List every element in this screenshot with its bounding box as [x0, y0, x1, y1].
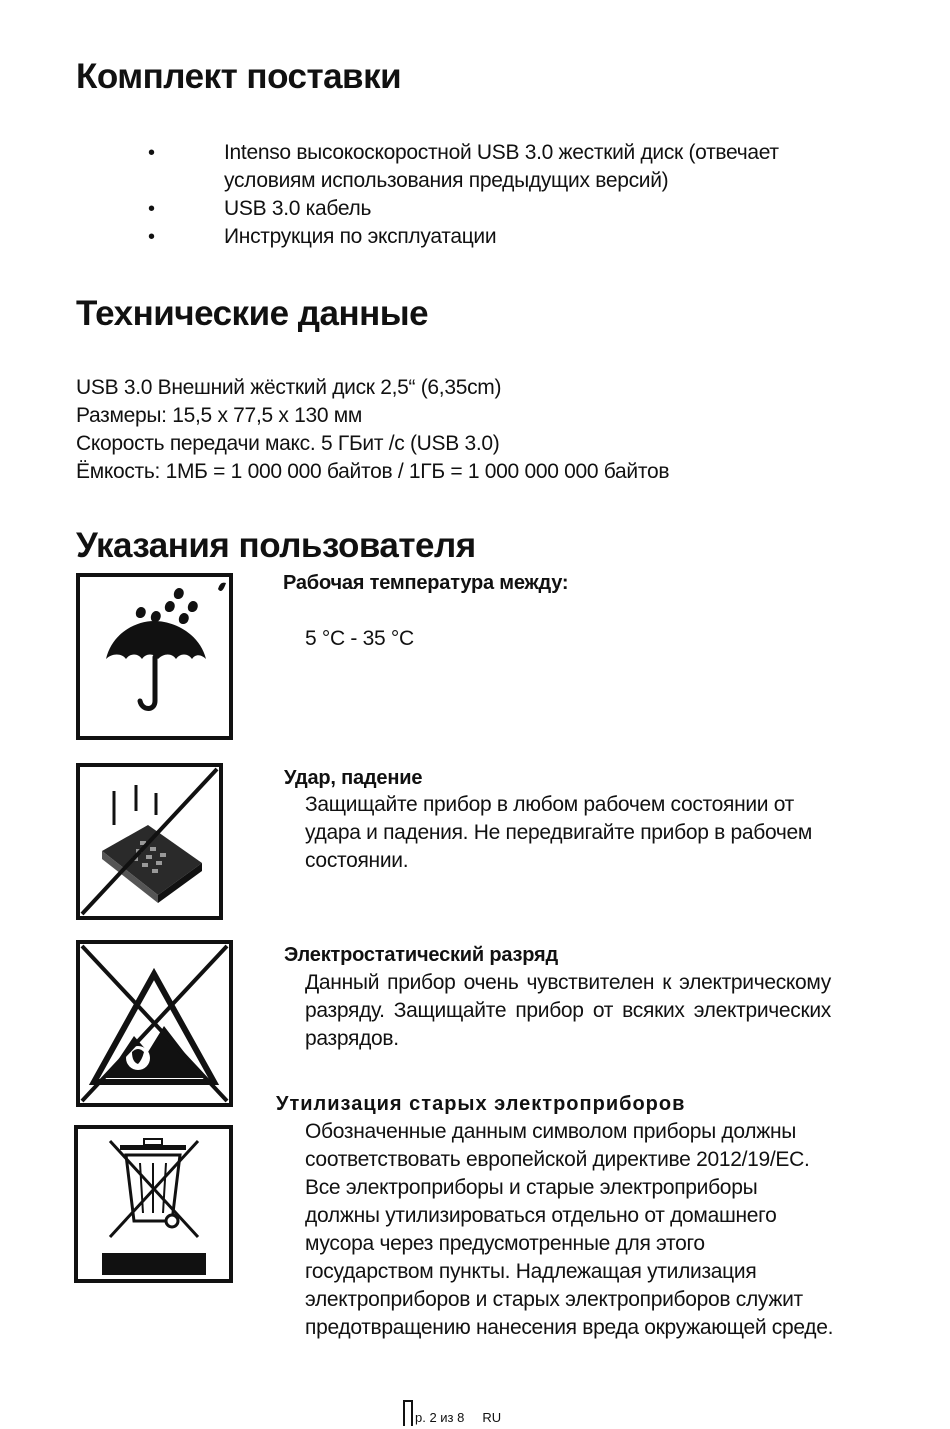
specs-list — [76, 374, 896, 486]
bullet-icon: • — [148, 198, 155, 220]
disposal-heading: Утилизация старых электроприборов — [276, 1093, 686, 1115]
spec-line: Скорость передачи макс. 5 ГБит /с (USB 3.0) — [76, 432, 500, 455]
delivery-list — [145, 139, 825, 251]
list-item-text: USB 3.0 кабель — [224, 197, 372, 220]
temperature-heading: Рабочая температура между: — [283, 572, 569, 594]
page-marker-icon — [403, 1400, 413, 1426]
bullet-icon: • — [148, 226, 155, 248]
umbrella-rain-icon — [76, 573, 233, 740]
temperature-value: 5 °C - 35 °C — [305, 627, 414, 650]
bullet-icon: • — [148, 142, 155, 164]
disposal-text: Обозначенные данным символом приборы должны соответствовать европейской директиве 2012/19/EC. Все электроприборы и старые электроприборы должны утилизироваться отдельно от домашнего мусора через предусмотренные для этого государством пункты. Надлежащая утилизация электроприборов и старых электроприборов служит предотвращению нанесения вреда окружающей среде. — [305, 1120, 834, 1339]
esd-heading: Электростатический разряд — [284, 944, 558, 966]
language-code: RU — [482, 1410, 502, 1425]
page-footer — [403, 1400, 501, 1426]
spec-line: Ёмкость: 1МБ = 1 000 000 байтов / 1ГБ = 1 000 000 000 байтов — [76, 460, 670, 483]
delivery-title: Комплект поставки — [76, 57, 402, 96]
notes-title: Указания пользователя — [76, 526, 476, 565]
esd-text: Данный прибор очень чувствителен к электрическому разряду. Защищайте прибор от всяких электрических разрядов. — [305, 971, 831, 1050]
spec-line: Размеры: 15,5 x 77,5 x 130 мм — [76, 404, 363, 427]
list-item — [145, 195, 825, 223]
page-number: р. 2 из 8 — [415, 1410, 465, 1425]
list-item-text: Инструкция по эксплуатации — [224, 225, 497, 248]
crossed-bin-icon — [74, 1125, 233, 1283]
list-item — [145, 223, 825, 251]
list-item — [145, 139, 825, 195]
esd-warning-icon — [76, 940, 233, 1107]
no-drop-icon — [76, 763, 223, 920]
specs-title: Технические данные — [76, 294, 429, 333]
list-item-text: Intenso высокоскоростной USB 3.0 жесткий диск (отвечает условиям использования предыдущих версий) — [224, 141, 779, 192]
shock-text: Защищайте прибор в любом рабочем состоянии от удара и падения. Не передвигайте прибор в рабочем состоянии. — [305, 793, 813, 872]
spec-line: USB 3.0 Внешний жёсткий диск 2,5“ (6,35cm) — [76, 376, 502, 399]
shock-heading: Удар, падение — [284, 767, 423, 789]
